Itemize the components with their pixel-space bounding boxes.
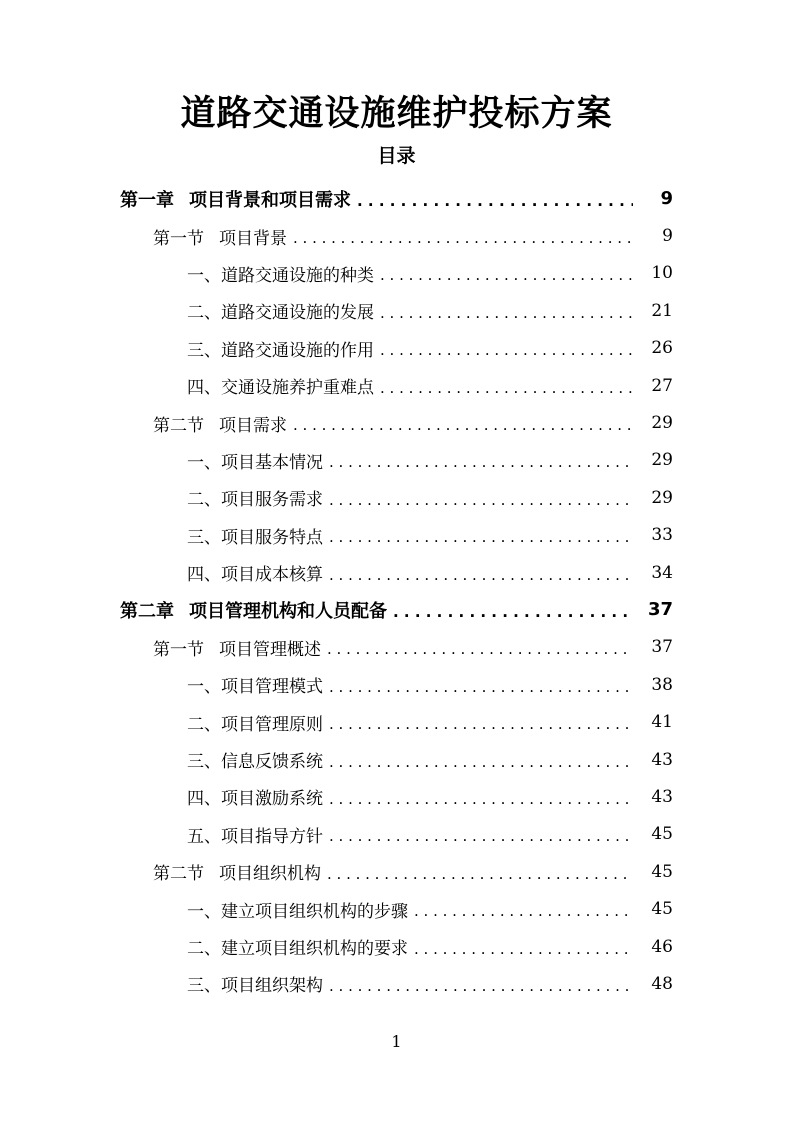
toc-entry-page: 37 bbox=[647, 599, 673, 621]
toc-dot-leader bbox=[357, 192, 633, 210]
toc-entry-level-3[interactable] bbox=[0, 367, 793, 404]
toc-dot-leader bbox=[293, 229, 633, 247]
toc-entry-level-3[interactable] bbox=[0, 330, 793, 367]
toc-entry-level-2[interactable] bbox=[0, 217, 793, 254]
toc-entry-label: 项目成本核算 bbox=[221, 565, 323, 586]
toc-entry-level-2[interactable] bbox=[0, 404, 793, 441]
toc-entry-page: 21 bbox=[651, 300, 673, 321]
toc-dot-leader bbox=[329, 528, 633, 546]
toc-entry-level-1[interactable] bbox=[0, 591, 793, 628]
toc-entry-page: 41 bbox=[651, 712, 673, 733]
toc-entry-level-3[interactable] bbox=[0, 703, 793, 740]
toc-entry-label: 项目管理模式 bbox=[221, 677, 323, 698]
toc-entry-number: 二、 bbox=[187, 939, 221, 959]
toc-dot-leader bbox=[293, 416, 633, 434]
toc-dot-leader bbox=[414, 902, 633, 920]
toc-entry-label: 交通设施养护重难点 bbox=[221, 378, 374, 399]
toc-entry-page: 43 bbox=[651, 749, 673, 770]
toc-entry-level-3[interactable] bbox=[0, 778, 793, 815]
toc-entry-number: 一、 bbox=[187, 265, 221, 286]
toc-entry-page: 33 bbox=[651, 525, 673, 546]
toc-entry-number: 一、 bbox=[187, 452, 221, 473]
toc-entry-page: 43 bbox=[651, 786, 673, 807]
toc-entry-label: 项目背景和项目需求 bbox=[189, 189, 351, 211]
toc-entry-level-3[interactable] bbox=[0, 442, 793, 479]
toc-entry-label: 建立项目组织机构的步骤 bbox=[221, 901, 408, 922]
toc-entry-page: 29 bbox=[651, 487, 673, 508]
toc-entry-page: 38 bbox=[651, 674, 673, 695]
toc-entry-page: 45 bbox=[651, 824, 673, 845]
toc-entry-level-3[interactable] bbox=[0, 928, 793, 965]
toc-entry-label: 项目激励系统 bbox=[221, 789, 323, 810]
toc-entry-label: 项目服务特点 bbox=[221, 527, 323, 548]
toc-dot-leader bbox=[329, 453, 633, 471]
toc-entry-number: 二、 bbox=[187, 714, 221, 735]
toc-entry-number: 第二章 bbox=[120, 600, 174, 622]
toc-dot-leader bbox=[329, 566, 633, 584]
toc-entry-number: 四、 bbox=[187, 565, 221, 586]
toc-entry-page: 37 bbox=[651, 637, 673, 658]
table-of-contents bbox=[0, 180, 793, 1003]
toc-entry-page: 9 bbox=[660, 188, 673, 210]
toc-entry-label: 项目管理原则 bbox=[221, 714, 323, 735]
toc-entry-label: 信息反馈系统 bbox=[221, 752, 323, 773]
toc-dot-leader bbox=[327, 640, 633, 658]
toc-dot-leader bbox=[380, 266, 633, 284]
toc-entry-number: 三、 bbox=[187, 976, 221, 997]
toc-entry-number: 第一章 bbox=[120, 189, 174, 211]
toc-entry-label: 项目管理概述 bbox=[219, 639, 321, 660]
toc-entry-number: 四、 bbox=[187, 378, 221, 399]
toc-dot-leader bbox=[329, 678, 633, 696]
toc-entry-number: 第一节 bbox=[153, 639, 204, 660]
page-number: 1 bbox=[391, 1032, 402, 1051]
toc-entry-page: 26 bbox=[651, 338, 673, 359]
toc-entry-number: 二、 bbox=[187, 490, 221, 511]
toc-dot-leader bbox=[380, 379, 633, 397]
toc-entry-label: 道路交通设施的作用 bbox=[221, 340, 374, 361]
toc-entry-label: 项目组织机构 bbox=[219, 864, 321, 885]
toc-dot-leader bbox=[329, 753, 633, 771]
toc-entry-number: 五、 bbox=[187, 826, 221, 847]
toc-entry-label: 项目组织架构 bbox=[221, 976, 323, 997]
toc-entry-page: 9 bbox=[662, 226, 673, 247]
toc-entry-number: 第二节 bbox=[153, 864, 204, 885]
toc-entry-number: 第二节 bbox=[153, 415, 204, 436]
toc-dot-leader bbox=[329, 491, 633, 509]
toc-entry-level-3[interactable] bbox=[0, 666, 793, 703]
toc-dot-leader bbox=[327, 865, 633, 883]
toc-entry-label: 项目管理机构和人员配备 bbox=[189, 600, 387, 622]
toc-dot-leader bbox=[380, 304, 633, 322]
toc-dot-leader bbox=[329, 977, 633, 995]
toc-dot-leader bbox=[380, 341, 633, 359]
toc-entry-level-2[interactable] bbox=[0, 853, 793, 890]
toc-entry-level-2[interactable] bbox=[0, 629, 793, 666]
toc-entry-label: 项目需求 bbox=[219, 415, 287, 436]
toc-entry-level-3[interactable] bbox=[0, 479, 793, 516]
document-title: 道路交通设施维护投标方案 bbox=[180, 94, 613, 134]
toc-entry-level-3[interactable] bbox=[0, 517, 793, 554]
toc-entry-level-3[interactable] bbox=[0, 255, 793, 292]
toc-dot-leader bbox=[414, 940, 633, 958]
toc-entry-level-3[interactable] bbox=[0, 890, 793, 927]
toc-entry-page: 29 bbox=[651, 413, 673, 434]
toc-entry-number: 一、 bbox=[187, 677, 221, 698]
toc-heading: 目录 bbox=[377, 145, 416, 167]
toc-entry-label: 项目基本情况 bbox=[221, 452, 323, 473]
toc-dot-leader bbox=[329, 827, 633, 845]
toc-entry-level-1[interactable] bbox=[0, 180, 793, 217]
toc-entry-label: 项目背景 bbox=[219, 228, 287, 249]
toc-entry-page: 45 bbox=[651, 861, 673, 882]
toc-entry-number: 三、 bbox=[187, 527, 221, 548]
toc-entry-number: 第一节 bbox=[153, 228, 204, 249]
toc-entry-page: 34 bbox=[651, 562, 673, 583]
toc-dot-leader bbox=[393, 603, 633, 621]
toc-entry-page: 48 bbox=[651, 973, 673, 994]
toc-entry-number: 三、 bbox=[187, 340, 221, 361]
toc-entry-label: 道路交通设施的发展 bbox=[221, 303, 374, 324]
toc-dot-leader bbox=[329, 715, 633, 733]
toc-entry-label: 建立项目组织机构的要求 bbox=[221, 939, 408, 959]
toc-entry-number: 二、 bbox=[187, 303, 221, 324]
toc-entry-number: 四、 bbox=[187, 789, 221, 810]
toc-entry-page: 45 bbox=[651, 899, 673, 920]
toc-entry-level-3[interactable] bbox=[0, 554, 793, 591]
toc-entry-number: 三、 bbox=[187, 752, 221, 773]
toc-entry-page: 46 bbox=[651, 936, 673, 957]
toc-entry-page: 10 bbox=[651, 263, 673, 284]
toc-entry-number: 一、 bbox=[187, 901, 221, 922]
toc-entry-label: 项目指导方针 bbox=[221, 826, 323, 847]
toc-entry-level-3[interactable] bbox=[0, 292, 793, 329]
toc-entry-page: 27 bbox=[651, 375, 673, 396]
toc-entry-label: 道路交通设施的种类 bbox=[221, 265, 374, 286]
toc-entry-level-3[interactable] bbox=[0, 965, 793, 1002]
toc-entry-level-3[interactable] bbox=[0, 741, 793, 778]
toc-entry-label: 项目服务需求 bbox=[221, 490, 323, 511]
toc-entry-level-3[interactable] bbox=[0, 816, 793, 853]
toc-entry-page: 29 bbox=[651, 450, 673, 471]
toc-dot-leader bbox=[329, 790, 633, 808]
